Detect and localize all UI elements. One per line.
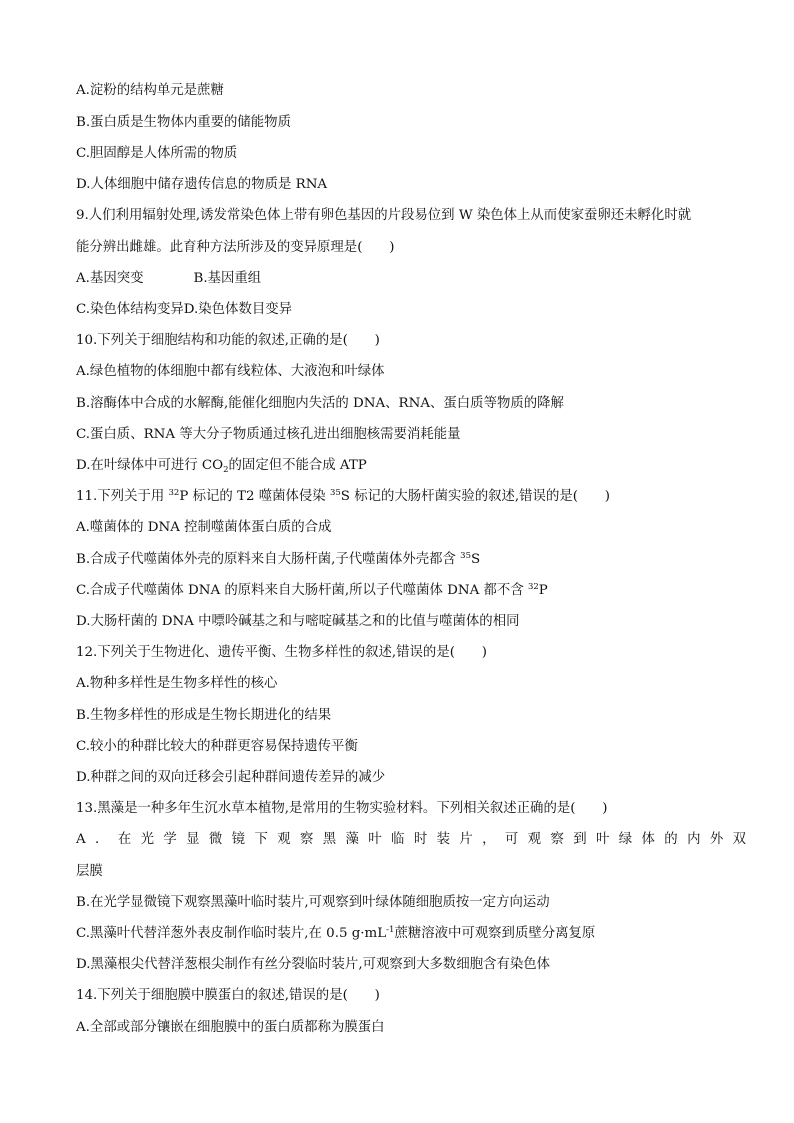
q9-option-a: A.基因突变 [76, 271, 144, 286]
q14-stem: 14.下列关于细胞膜中膜蛋白的叙述,错误的是( ) [76, 988, 380, 1003]
q8-option-c: C.胆固醇是人体所需的物质 [76, 146, 238, 161]
q10-stem: 10.下列关于细胞结构和功能的叙述,正确的是( ) [76, 333, 380, 348]
q13-option-a-line-1: A．在光学显微镜下观察黑藻叶临时装片，可观察到叶绿体的内外双 [76, 832, 746, 847]
q13-option-b: B.在光学显微镜下观察黑藻叶临时装片,可观察到叶绿体随细胞质按一定方向运动 [76, 895, 550, 910]
q12-option-a: A.物种多样性是生物多样性的核心 [76, 676, 278, 691]
q11-option-d: D.大肠杆菌的 DNA 中嘌呤碱基之和与嘧啶碱基之和的比值与噬菌体的相同 [76, 614, 520, 629]
q10-option-d: D.在叶绿体中可进行 $CO_2$的固定但不能合成 ATP [76, 458, 367, 475]
q11-option-b: B.合成子代噬菌体外壳的原料来自大肠杆菌,子代噬菌体外壳都含 $^{35}$S [76, 551, 481, 567]
q13-option-d: D.黑藻根尖代替洋葱根尖制作有丝分裂临时装片,可观察到大多数细胞含有染色体 [76, 957, 551, 972]
q11-stem: 11.下列关于用 $^{32}$P 标记的 T2 噬菌体侵染 $^{35}$S 标记的大肠杆菌实验的叙述,错误的是( ) [76, 488, 610, 504]
q9-options-row-2 [76, 300, 746, 320]
q10-option-a: A.绿色植物的体细胞中都有线粒体、大液泡和叶绿体 [76, 364, 385, 379]
q10-option-c: C.蛋白质、RNA 等大分子物质通过核孔进出细胞核需要消耗能量 [76, 427, 461, 442]
q8-option-a: A.淀粉的结构单元是蔗糖 [76, 83, 224, 98]
q8-option-d: D.人体细胞中储存遗传信息的物质是 RNA [76, 177, 328, 192]
q9-stem-line-1: 9.人们利用辐射处理,诱发常染色体上带有卵色基因的片段易位到 W 染色体上从而使家蚕卵还未孵化时就 [76, 208, 692, 223]
q12-option-d: D.种群之间的双向迁移会引起种群间遗传差异的减少 [76, 770, 386, 785]
q13-stem: 13.黑藻是一种多年生沉水草本植物,是常用的生物实验材料。下列相关叙述正确的是( ) [76, 801, 608, 816]
q12-stem: 12.下列关于生物进化、遗传平衡、生物多样性的叙述,错误的是( ) [76, 645, 487, 660]
q12-option-c: C.较小的种群比较大的种群更容易保持遗传平衡 [76, 739, 358, 754]
q8-option-b: B.蛋白质是生物体内重要的储能物质 [76, 115, 291, 130]
q13-option-c: C.黑藻叶代替洋葱外表皮制作临时装片,在 0.5 $g\cdot mL^{-1}$蔗糖溶液中可观察到质壁分离复原 [76, 925, 596, 941]
q9-option-b: B.基因重组 [193, 271, 262, 286]
q9-options-row-1 [76, 269, 746, 289]
q9-option-c: C.染色体结构变异 [76, 302, 184, 317]
q10-option-b: B.溶酶体中合成的水解酶,能催化细胞内失活的 DNA、RNA、蛋白质等物质的降解 [76, 396, 564, 411]
q9-stem-line-2: 能分辨出雌雄。此育种方法所涉及的变异原理是( ) [76, 240, 395, 255]
q14-option-a: A.全部或部分镶嵌在细胞膜中的蛋白质都称为膜蛋白 [76, 1020, 385, 1035]
q13-option-a-line-2: 层膜 [76, 864, 103, 879]
q9-option-d: D.染色体数目变异 [183, 302, 293, 317]
q11-option-a: A.噬菌体的 DNA 控制噬菌体蛋白质的合成 [76, 520, 332, 535]
q12-option-b: B.生物多样性的形成是生物长期进化的结果 [76, 708, 332, 723]
q11-option-c: C.合成子代噬菌体 DNA 的原料来自大肠杆菌,所以子代噬菌体 DNA 都不含 $^{32}$P [76, 582, 548, 598]
